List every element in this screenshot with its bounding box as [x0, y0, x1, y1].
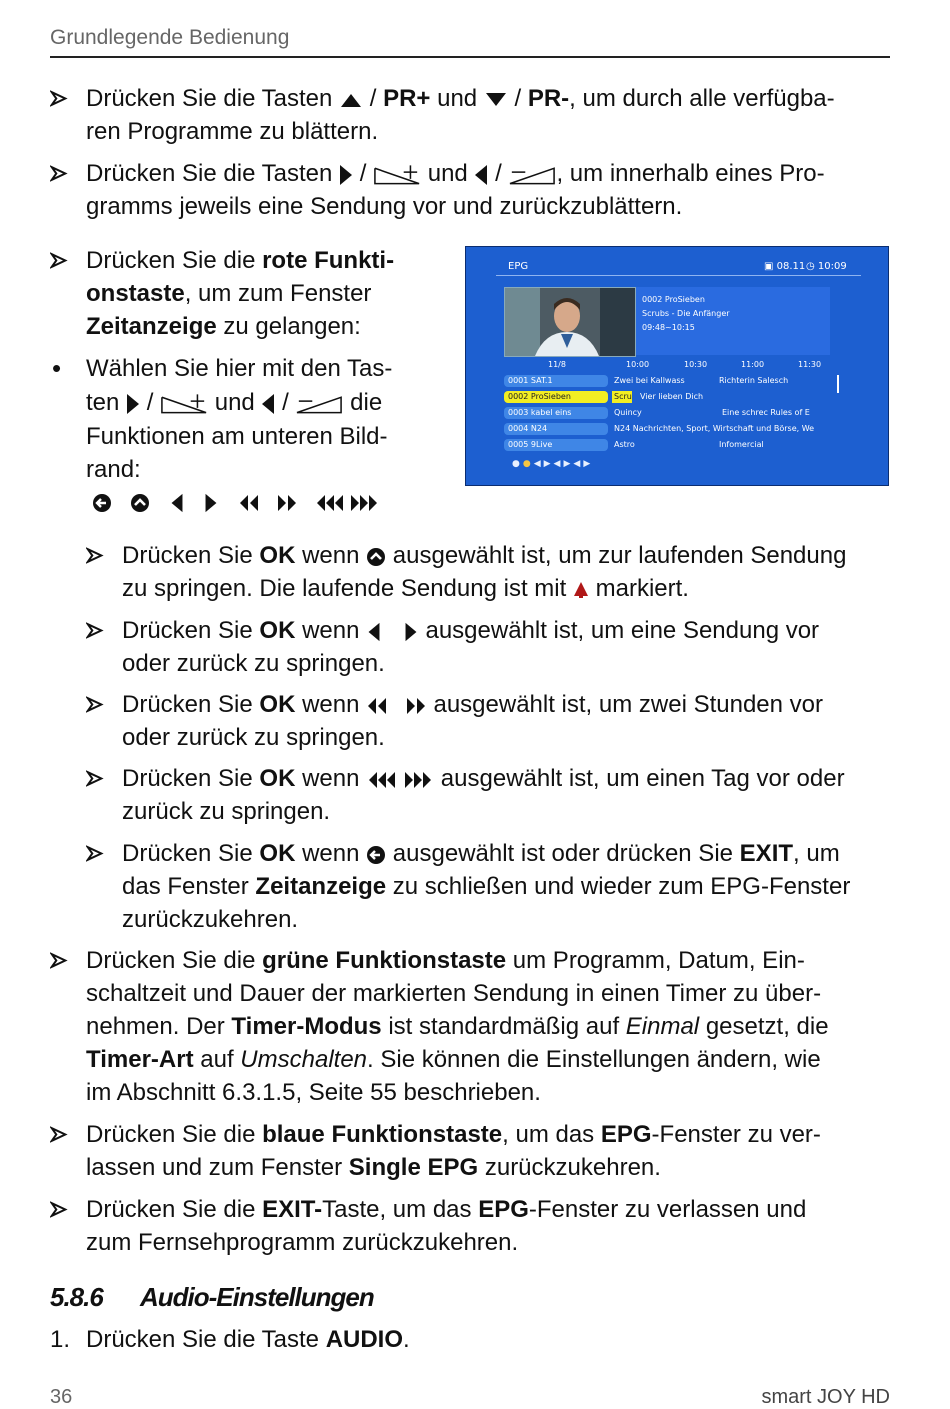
paragraph-1: Drücken Sie die Tasten / PR+ und / PR-, um durch alle verfügba-: [86, 85, 835, 112]
triple-right-icon: [349, 493, 379, 513]
paragraph-5-line-3: nehmen. Der Timer-Modus ist standardmäßig auf Einmal gesetzt, die: [86, 1013, 829, 1040]
marker-icon: [573, 581, 589, 599]
triple-left-icon: [366, 770, 398, 790]
bullet-arrow-icon: [50, 90, 68, 107]
section-heading: [50, 1282, 374, 1313]
paragraph-4-line-3: Funktionen am unteren Bild-: [86, 423, 388, 450]
epg-title: EPG: [508, 261, 529, 272]
double-left-icon: [366, 696, 388, 716]
bullet-arrow-icon: [86, 845, 104, 862]
double-right-icon: [276, 493, 298, 513]
sub-bullet-4-line-2: zurück zu springen.: [122, 798, 331, 825]
triangle-left-icon: [366, 622, 382, 642]
epg-date: ▣ 08.11: [764, 261, 806, 272]
triangle-right-icon: [126, 393, 140, 415]
page-minus-icon: [508, 164, 556, 186]
paragraph-4: Wählen Sie hier mit den Tas-: [86, 355, 393, 382]
bullet-arrow-icon: [86, 547, 104, 564]
bullet-arrow-icon: [50, 952, 68, 969]
paragraph-3: Drücken Sie die rote Funkti-: [86, 247, 395, 274]
epg-clock: ◷ 10:09: [806, 261, 847, 272]
sub-bullet-3-line-2: oder zurück zu springen.: [122, 724, 385, 751]
sub-bullet-5-line-2: das Fenster Zeitanzeige zu schließen und wieder zum EPG-Fenster: [122, 873, 851, 900]
bullet-arrow-icon: [50, 252, 68, 269]
paragraph-5: Drücken Sie die grüne Funktionstaste um Programm, Datum, Ein-: [86, 947, 805, 974]
paragraph-3-line-3: Zeitanzeige zu gelangen:: [86, 313, 361, 340]
triangle-down-icon: [484, 92, 508, 108]
bullet-arrow-icon: [50, 1126, 68, 1143]
triangle-right-icon: [403, 622, 419, 642]
function-icon-row: [92, 493, 379, 515]
sub-bullet-5: Drücken Sie OK wenn ausgewählt ist oder drücken Sie EXIT, um: [122, 840, 840, 867]
epg-info-panel: 0002 ProSieben Scrubs - Die Anfänger 09:48~10:15: [636, 287, 830, 355]
paragraph-7: Drücken Sie die EXIT-Taste, um das EPG-Fenster zu verlassen und: [86, 1196, 807, 1223]
sub-bullet-3: Drücken Sie OK wenn ausgewählt ist, um zwei Stunden vor: [122, 691, 823, 718]
sub-bullet-2-line-2: oder zurück zu springen.: [122, 650, 385, 677]
paragraph-4-line-2: ten / und / die: [86, 389, 383, 416]
triple-left-icon: [315, 493, 345, 513]
step-1-number: 1.: [50, 1326, 71, 1353]
triangle-left-icon: [474, 164, 488, 186]
paragraph-4-line-4: rand:: [86, 456, 141, 483]
paragraph-2: Drücken Sie die Tasten / und / , um innerhalb eines Pro-: [86, 160, 825, 187]
section-title: Audio-Einstellungen: [140, 1282, 374, 1312]
up-circle-icon: [366, 547, 386, 567]
section-number: 5.8.6: [50, 1282, 103, 1312]
sub-bullet-1-line-2: zu springen. Die laufende Sendung ist mit markiert.: [122, 575, 689, 602]
back-circle-icon: [92, 493, 112, 513]
bullet-arrow-icon: [50, 1201, 68, 1218]
triangle-up-icon: [339, 92, 363, 108]
paragraph-6-line-2: lassen und zum Fenster Single EPG zurückzukehren.: [86, 1154, 661, 1181]
bullet-dot: •: [52, 353, 62, 383]
sub-bullet-5-line-3: zurückzukehren.: [122, 906, 299, 933]
sub-bullet-2: Drücken Sie OK wenn ausgewählt ist, um eine Sendung vor: [122, 617, 820, 644]
paragraph-5-line-4: Timer-Art auf Umschalten. Sie können die Einstellungen ändern, wie: [86, 1046, 821, 1073]
step-1-text: Drücken Sie die Taste AUDIO.: [86, 1326, 410, 1353]
page-plus-icon: [160, 393, 208, 415]
up-circle-icon: [130, 493, 150, 513]
bullet-arrow-icon: [86, 622, 104, 639]
triangle-right-icon: [203, 493, 219, 513]
paragraph-7-line-2: zum Fernsehprogramm zurückzukehren.: [86, 1229, 519, 1256]
double-right-icon: [405, 696, 427, 716]
bullet-arrow-icon: [50, 165, 68, 182]
epg-preview-image: [504, 287, 636, 357]
back-circle-icon: [366, 845, 386, 865]
page-minus-icon: [295, 393, 343, 415]
page-header: [50, 26, 890, 58]
double-left-icon: [238, 493, 260, 513]
triangle-left-icon: [261, 393, 275, 415]
paragraph-2-line-2: gramms jeweils eine Sendung vor und zurückzublättern.: [86, 193, 683, 220]
triangle-left-icon: [169, 493, 185, 513]
paragraph-1-line-2: ren Programme zu blättern.: [86, 118, 379, 145]
epg-scrollbar: [837, 375, 839, 393]
epg-function-bar: ●●◀▶◀▶◀▶: [512, 459, 594, 469]
paragraph-6: Drücken Sie die blaue Funktionstaste, um das EPG-Fenster zu ver-: [86, 1121, 821, 1148]
sub-bullet-4: Drücken Sie OK wenn ausgewählt ist, um einen Tag vor oder: [122, 765, 845, 792]
paragraph-3-line-2: onstaste, um zum Fenster: [86, 280, 372, 307]
header-title: Grundlegende Bedienung: [50, 26, 290, 49]
epg-screenshot: EPG ▣ 08.11 ◷ 10:09 0002 ProSieben Scrubs - Die Anfänger 09:48~10:15 11/8 10:00 10:30 11:00 11:30 0001 SAT.1 Zwei bei Kallwass Richterin Salesch 0002 ProSieben Scru Vier lieben Dich 0003 kabel eins Quincy Eine schrec Rules of E 0004 N24 N24 Nachrichten, Sport, Wirtschaft und Börse, We 0005 9Live Astro Infomercial ●●◀▶◀▶◀▶: [465, 246, 889, 486]
page-plus-icon: [373, 164, 421, 186]
paragraph-5-line-2: schaltzeit und Dauer der markierten Sendung in einen Timer zu über-: [86, 980, 822, 1007]
bullet-arrow-icon: [86, 696, 104, 713]
sub-bullet-1: Drücken Sie OK wenn ausgewählt ist, um zur laufenden Sendung: [122, 542, 847, 569]
product-name: smart JOY HD: [761, 1386, 890, 1408]
page-number: 36: [50, 1386, 73, 1408]
paragraph-5-line-5: im Abschnitt 6.3.1.5, Seite 55 beschrieben.: [86, 1079, 541, 1106]
triple-right-icon: [402, 770, 434, 790]
bullet-arrow-icon: [86, 770, 104, 787]
triangle-right-icon: [339, 164, 353, 186]
